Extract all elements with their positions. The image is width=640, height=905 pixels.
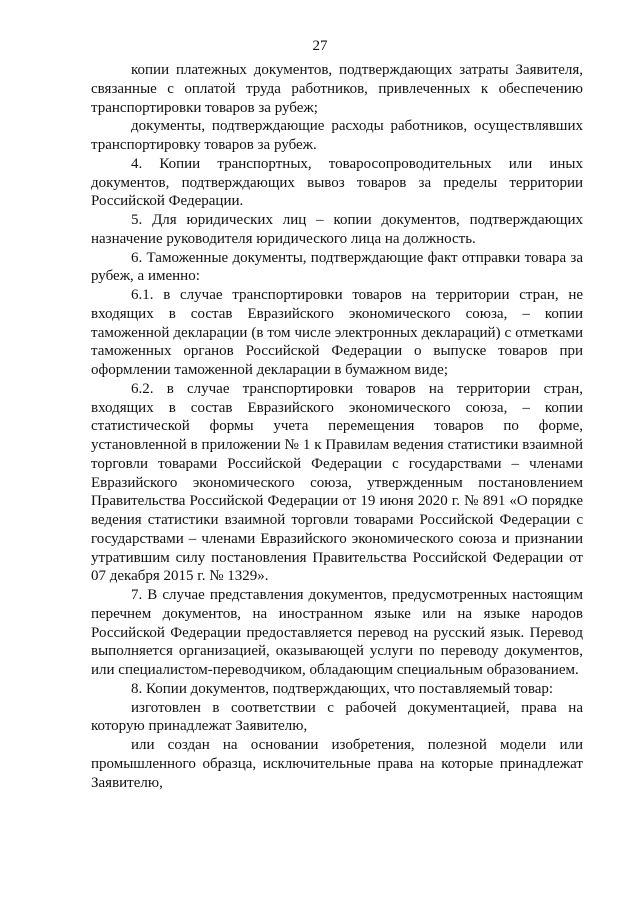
paragraph: 6.2. в случае транспортировки товаров на территории стран, входящих в состав Евразийского экономического союза, – копии статистической формы учета перемещения товаров по форме, установленной в приложении № 1 к Правилам ведения статистики взаимной торговли товарами Российской Федерации с государствами – членами Евразийского экономического союза, утвержденным постановлением Правительства Российской Федерации от 19 июня 2020 г. № 891 «О порядке ведения статистики взаимной торговли товарами Российской Федерации с государствами – членами Евразийского экономического союза и признании утратившим силу постановления Правительства Российской Федерации от 07 декабря 2015 г. № 1329». (91, 380, 583, 585)
paragraph: 4. Копии транспортных, товаросопроводительных или иных документов, подтверждающих вывоз товаров за пределы территории Российской Федерации. (91, 155, 583, 210)
paragraph: 6. Таможенные документы, подтверждающие факт отправки товара за рубеж, а именно: (91, 249, 583, 285)
paragraph: документы, подтверждающие расходы работников, осуществлявших транспортировку товаров за рубеж. (91, 118, 583, 153)
paragraph: 7. В случае представления документов, предусмотренных настоящим перечнем документов, на иностранном языке или на языке народов Российской Федерации предоставляется перевод на русский язык. Перевод выполняется организацией, оказывающей услуги по переводу документов, или специалистом-переводчиком, обладающим специальным образованием. (91, 587, 583, 678)
document-body (91, 61, 583, 792)
paragraph: изготовлен в соответствии с рабочей документацией, права на которую принадлежат Заявителю, (91, 699, 583, 735)
paragraph: или создан на основании изобретения, полезной модели или промышленного образца, исключительные права на которые принадлежат Заявителю, (91, 737, 583, 791)
paragraph: копии платежных документов, подтверждающих затраты Заявителя, связанные с оплатой труда работников, привлеченных к обеспечению транспортировки товаров за рубеж; (91, 62, 583, 116)
page-number: 27 (312, 38, 328, 54)
paragraph: 6.1. в случае транспортировки товаров на территории стран, не входящих в состав Евразийского экономического союза, – копии таможенной декларации (в том числе электронных деклараций) с отметками таможенных органов Российской Федерации о выпуске товаров при оформлении таможенной декларации в бумажном виде; (91, 287, 583, 378)
paragraph: 5. Для юридических лиц – копии документов, подтверждающих назначение руководителя юридического лица на должность. (91, 212, 583, 247)
paragraph: 8. Копии документов, подтверждающих, что поставляемый товар: (131, 680, 554, 697)
